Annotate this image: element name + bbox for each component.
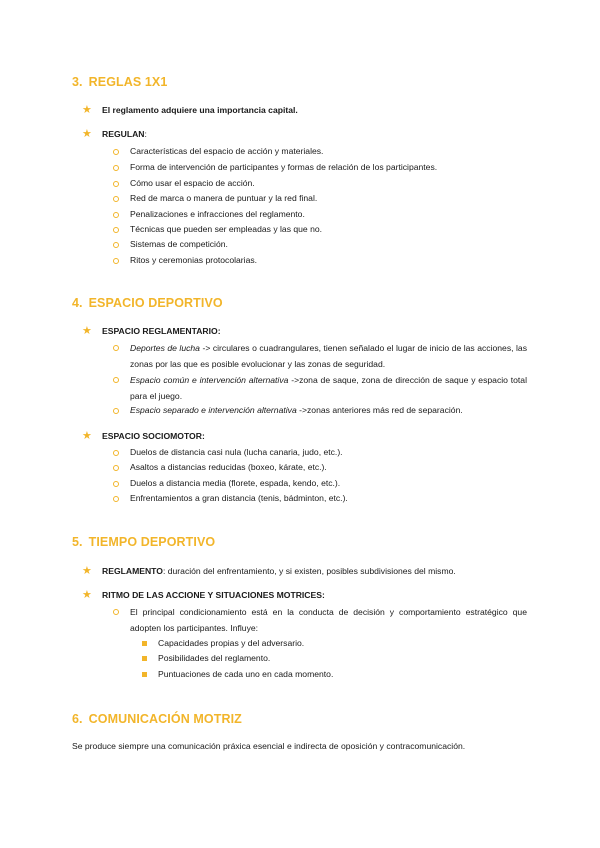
section-4-heading: 4. ESPACIO DEPORTIVO <box>72 296 223 310</box>
list-item: Asaltos a distancias reducidas (boxeo, kárate, etc.). <box>0 462 600 474</box>
circle-icon <box>113 165 119 171</box>
bullet-reglamento: El reglamento adquiere una importancia capital. <box>102 105 298 115</box>
paragraph-deportes-lucha: Deportes de lucha -> circulares o cuadrangulares, tienen señalado el lugar de inicio de las acciones, las zonas por las que es posible evolucionar y las zonas de seguridad. <box>130 343 528 369</box>
paragraph-comunicacion: Se produce siempre una comunicación práxica esencial e indirecta de oposición y contracomunicación. <box>72 741 466 751</box>
circle-icon <box>113 465 119 471</box>
list-item: Posibilidades del reglamento. <box>0 653 600 665</box>
star-icon: ★ <box>82 589 92 601</box>
star-icon: ★ <box>82 325 92 337</box>
paragraph-condicionamiento: El principal condicionamiento está en la conducta de decisión y comportamiento estratégico que adopten los participantes. Influye: <box>130 607 527 633</box>
star-icon: ★ <box>82 104 92 116</box>
list-item: Características del espacio de acción y materiales. <box>0 146 600 158</box>
list-item: Capacidades propias y del adversario. <box>0 638 600 650</box>
bullet-regulan: REGULAN: <box>102 129 147 139</box>
list-item: Red de marca o manera de puntuar y la red final. <box>0 193 600 205</box>
circle-icon <box>113 181 119 187</box>
list-item: Penalizaciones e infracciones del reglamento. <box>0 209 600 221</box>
circle-icon <box>113 258 119 264</box>
bullet-espacio-reglamentario: ESPACIO REGLAMENTARIO: <box>102 326 221 336</box>
circle-icon <box>113 242 119 248</box>
circle-icon <box>113 450 119 456</box>
star-icon: ★ <box>82 430 92 442</box>
section-3-heading: 3. REGLAS 1X1 <box>72 75 168 89</box>
star-icon: ★ <box>82 128 92 140</box>
square-icon <box>142 672 147 677</box>
star-icon: ★ <box>82 565 92 577</box>
paragraph-espacio-comun: Espacio común e intervención alternativa ->zona de saque, zona de dirección de saque y espacio total para el juego. <box>130 375 527 401</box>
circle-icon <box>113 212 119 218</box>
circle-icon <box>113 196 119 202</box>
list-item: Cómo usar el espacio de acción. <box>0 178 600 190</box>
bullet-ritmo: RITMO DE LAS ACCIONE Y SITUACIONES MOTRICES: <box>102 590 325 600</box>
list-item: Duelos de distancia casi nula (lucha canaria, judo, etc.). <box>0 447 600 459</box>
circle-icon <box>113 408 119 414</box>
circle-icon <box>113 481 119 487</box>
circle-icon <box>113 149 119 155</box>
bullet-espacio-sociomotor: ESPACIO SOCIOMOTOR: <box>102 431 205 441</box>
list-item: Duelos a distancia media (florete, espada, kendo, etc.). <box>0 478 600 490</box>
list-item: Sistemas de competición. <box>0 239 600 251</box>
list-item: Espacio separado e intervención alternativa ->zonas anteriores más red de separación. <box>0 405 600 417</box>
bullet-reglamento-tiempo: REGLAMENTO: duración del enfrentamiento, y si existen, posibles subdivisiones del mismo. <box>102 566 456 576</box>
circle-icon <box>113 377 119 383</box>
list-item: Forma de intervención de participantes y formas de relación de los participantes. <box>0 162 600 174</box>
list-item: Enfrentamientos a gran distancia (tenis, bádminton, etc.). <box>0 493 600 505</box>
circle-icon <box>113 227 119 233</box>
square-icon <box>142 641 147 646</box>
circle-icon <box>113 609 119 615</box>
list-item: Técnicas que pueden ser empleadas y las que no. <box>0 224 600 236</box>
circle-icon <box>113 496 119 502</box>
circle-icon <box>113 345 119 351</box>
section-5-heading: 5. TIEMPO DEPORTIVO <box>72 535 216 549</box>
list-item: Ritos y ceremonias protocolarias. <box>0 255 600 267</box>
square-icon <box>142 656 147 661</box>
section-6-heading: 6. COMUNICACIÓN MOTRIZ <box>72 712 242 726</box>
list-item: Puntuaciones de cada uno en cada momento. <box>0 669 600 681</box>
